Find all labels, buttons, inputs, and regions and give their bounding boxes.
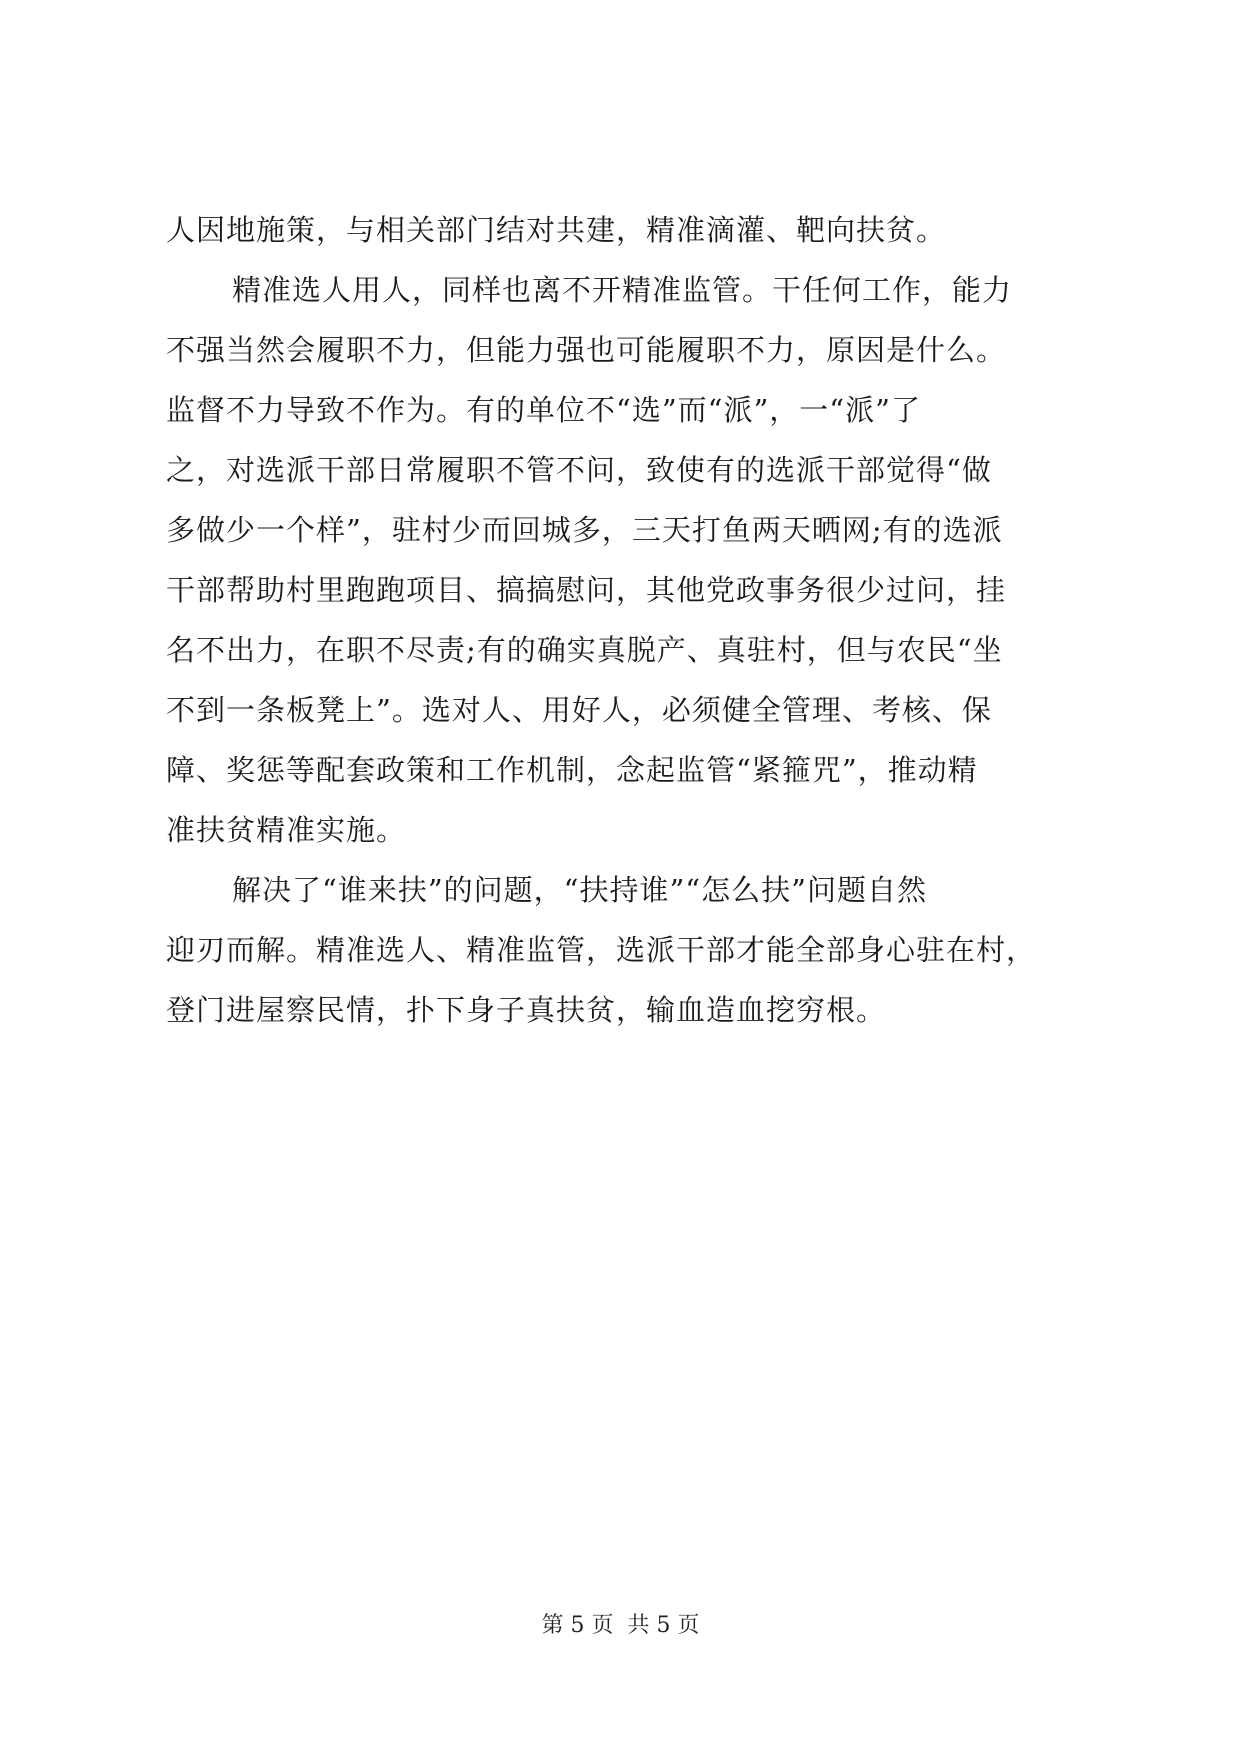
text-line: 障、奖惩等配套政策和工作机制，念起监管“紧箍咒”，推动精 bbox=[166, 753, 978, 787]
text-line: 迎刃而解。精准选人、精准监管，选派干部才能全部身心驻在村， bbox=[166, 933, 1037, 967]
text-line: 之，对选派干部日常履职不管不问，致使有的选派干部觉得“做 bbox=[166, 453, 992, 487]
text-line: 解决了“谁来扶”的问题，“扶持谁”“怎么扶”问题自然 bbox=[232, 873, 927, 907]
text-line: 多做少一个样”，驻村少而回城多，三天打鱼两天晒网;有的选派 bbox=[166, 513, 1003, 547]
text-line: 不强当然会履职不力，但能力强也可能履职不力，原因是什么。 bbox=[166, 333, 1007, 367]
text-line: 登门进屋察民情，扑下身子真扶贫，输血造血挖穷根。 bbox=[166, 993, 887, 1027]
text-line: 不到一条板凳上”。选对人、用好人，必须健全管理、考核、保 bbox=[166, 693, 992, 727]
text-line: 监督不力导致不作为。有的单位不“选”而“派”，一“派”了 bbox=[166, 393, 921, 427]
text-line: 干部帮助村里跑跑项目、搞搞慰问，其他党政事务很少过问，挂 bbox=[166, 573, 1007, 607]
text-line: 准扶贫精准实施。 bbox=[166, 813, 407, 847]
page-number-footer: 第 5 页 共 5 页 bbox=[541, 1613, 700, 1638]
text-line: 精准选人用人，同样也离不开精准监管。干任何工作，能力 bbox=[232, 273, 1013, 307]
text-line: 名不出力，在职不尽责;有的确实真脱产、真驻村，但与农民“坐 bbox=[166, 633, 1003, 667]
text-line: 人因地施策，与相关部门结对共建，精准滴灌、靶向扶贫。 bbox=[166, 213, 947, 247]
body-text bbox=[166, 200, 1076, 1040]
